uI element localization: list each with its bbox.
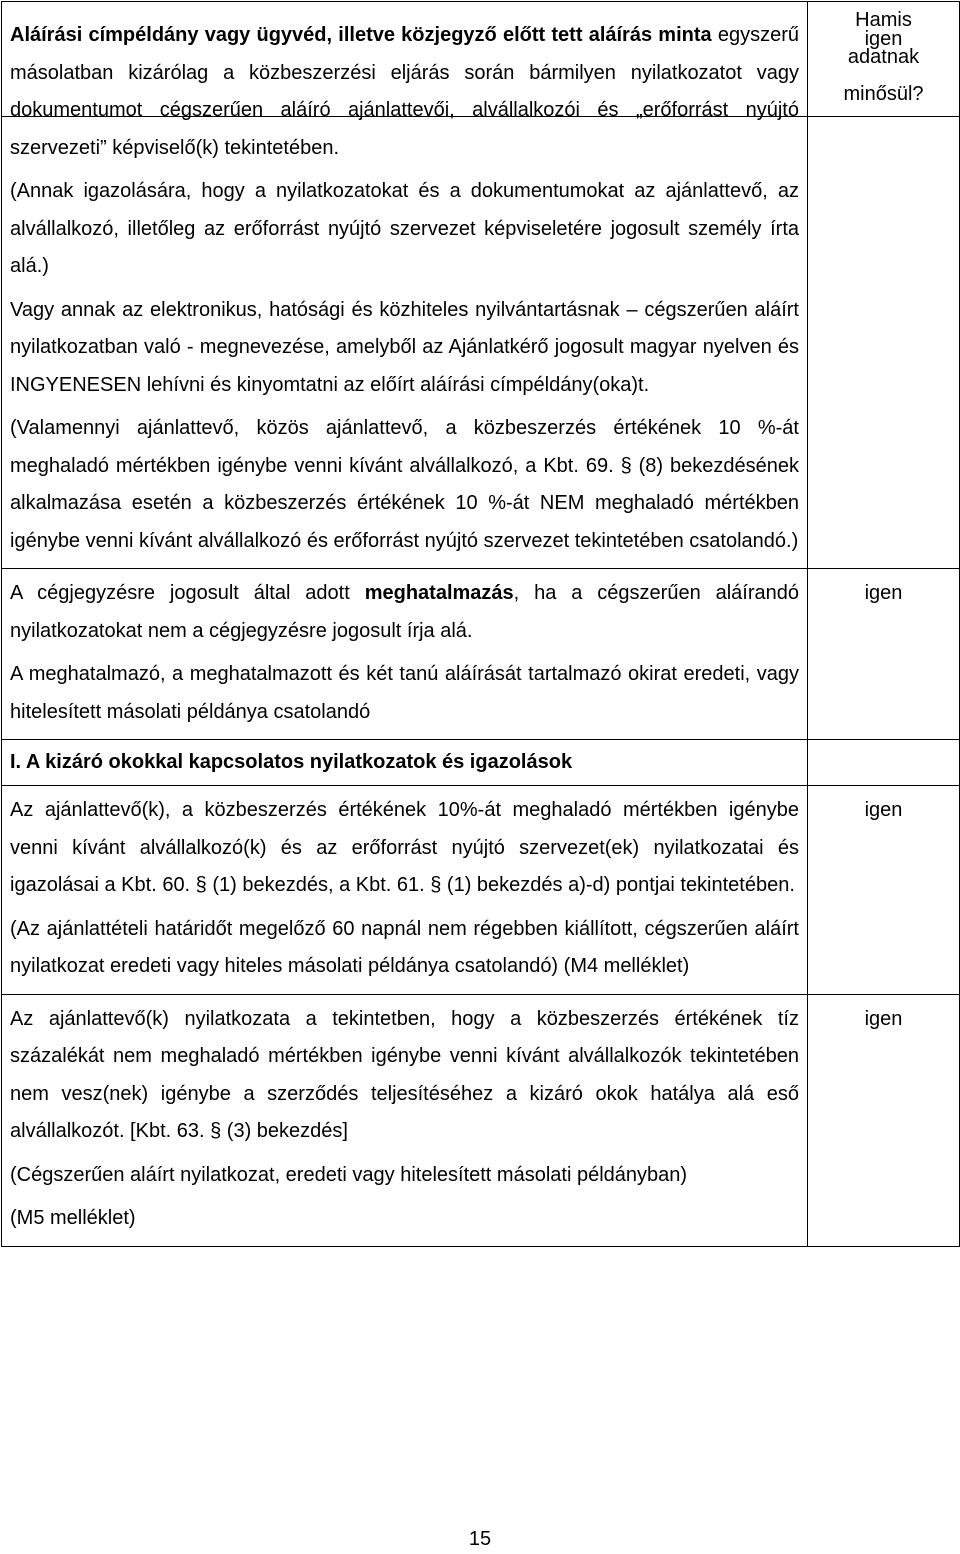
table-row — [2, 117, 960, 569]
paragraph: (Cégszerűen aláírt nyilatkozat, eredeti vagy hitelesített másolati példányban) — [10, 1163, 688, 1186]
row-answer-cell — [808, 994, 960, 1246]
bold-text: meghatalmazás — [364, 582, 514, 604]
paragraph: Az ajánlattevő(k), a közbeszerzés értékének 10%-át meghaladó mértékben igénybe venni kívánt alvállalkozó(k) és az erőforrást nyújtó szervezet(ek) nyilatkozatai és igazolásai a Kbt. 60. § (1) bekezdés, a Kbt. 61. § (1) bekezdés a)-d) pontjai tekintetében. — [10, 799, 799, 896]
row-answer-cell — [808, 786, 960, 995]
answer-value: igen — [864, 582, 903, 604]
paragraph: A meghatalmazó, a meghatalmazott és két tanú aláírását tartalmazó okirat eredeti, vagy hitelesített másolati példánya csatolandó — [10, 663, 799, 723]
row-content-cell — [2, 786, 808, 995]
paragraph — [10, 17, 799, 167]
paragraph-text: A cégjegyzésre jogosult által adott — [10, 582, 365, 604]
paragraph: (Annak igazolására, hogy a nyilatkozatokat és a dokumentumokat az ajánlattevő, az alvállalkozó, illetőleg az erőforrást nyújtó szervezet képviseletére jogosult személy írta alá.) — [10, 180, 799, 277]
paragraph — [10, 575, 799, 650]
table-row — [2, 994, 960, 1246]
section-heading: I. A kizáró okokkal kapcsolatos nyilatkozatok és igazolások — [10, 751, 573, 773]
paragraph: (Az ajánlattételi határidőt megelőző 60 napnál nem régebben kiállított, cégszerűen aláírt nyilatkozat eredeti vagy hiteles másolati példánya csatolandó) (M4 melléklet) — [10, 917, 799, 977]
bold-text: Aláírási címpéldány vagy ügyvéd, illetve közjegyző előtt tett aláírás minta — [10, 24, 712, 46]
answer-value: igen — [864, 799, 903, 821]
paragraph: (M5 melléklet) — [10, 1207, 136, 1229]
section-heading-row — [2, 740, 960, 786]
paragraph: Vagy annak az elektronikus, hatósági és közhiteles nyilvántartásnak – cégszerűen aláírt nyilatkozatban való - megnevezése, amelyből az Ajánlatkérő jogosult magyar nyelven és INGYENESEN lehívni és kinyomtatni az előírt aláírási címpéldány(oka)t. — [10, 298, 799, 396]
row-content-cell — [2, 24, 808, 569]
row-content-cell — [2, 569, 808, 740]
paragraph: Az ajánlattevő(k) nyilatkozata a tekintetben, hogy a közbeszerzés értékének tíz százalékát nem meghaladó mértékben igénybe venni kívánt alvállalkozók tekintetében nem vesz(nek) igénybe a szerződés teljesítéséhez a kizáró okok hatálya alá eső alvállalkozót. [Kbt. 63. § (3) bekezdés] — [10, 1007, 799, 1142]
row-content-cell — [2, 994, 808, 1246]
requirements-table — [1, 1, 960, 1247]
table-row — [2, 786, 960, 995]
section-heading-empty-cell — [808, 740, 960, 786]
row-answer-cell — [808, 569, 960, 740]
answer-value: igen — [864, 28, 903, 50]
paragraph-text: , ha a cégszerűen aláírandó nyilatkozatokat nem a cégjegyzésre jogosult írja alá. — [10, 582, 800, 642]
page-number: 15 — [468, 1528, 492, 1550]
paragraph: (Valamennyi ajánlattevő, közös ajánlattevő, a közbeszerzés értékének 10 %-át meghaladó mértékben igénybe venni kívánt alvállalkozó, a Kbt. 69. § (8) bekezdésének alkalmazása esetén a közbeszerzés értékének 10 %-át NEM meghaladó mértékben igénybe venni kívánt alvállalkozó és erőforrást nyújtó szervezet tekintetében csatolandó.) — [10, 417, 799, 552]
answer-value: igen — [864, 1007, 903, 1030]
section-heading-cell — [2, 740, 808, 786]
paragraph-text: egyszerű másolatban kizárólag a közbeszerzési eljárás során bármilyen nyilatkozatot vagy dokumentumot cégszerűen aláíró ajánlattevői, alvállalkozói és „erőforrást nyújtó szervezeti” képviselő(k) tekintetében. — [10, 24, 799, 159]
table-row — [2, 569, 960, 740]
column-heading: Hamis adatnak minősül? — [843, 9, 924, 105]
